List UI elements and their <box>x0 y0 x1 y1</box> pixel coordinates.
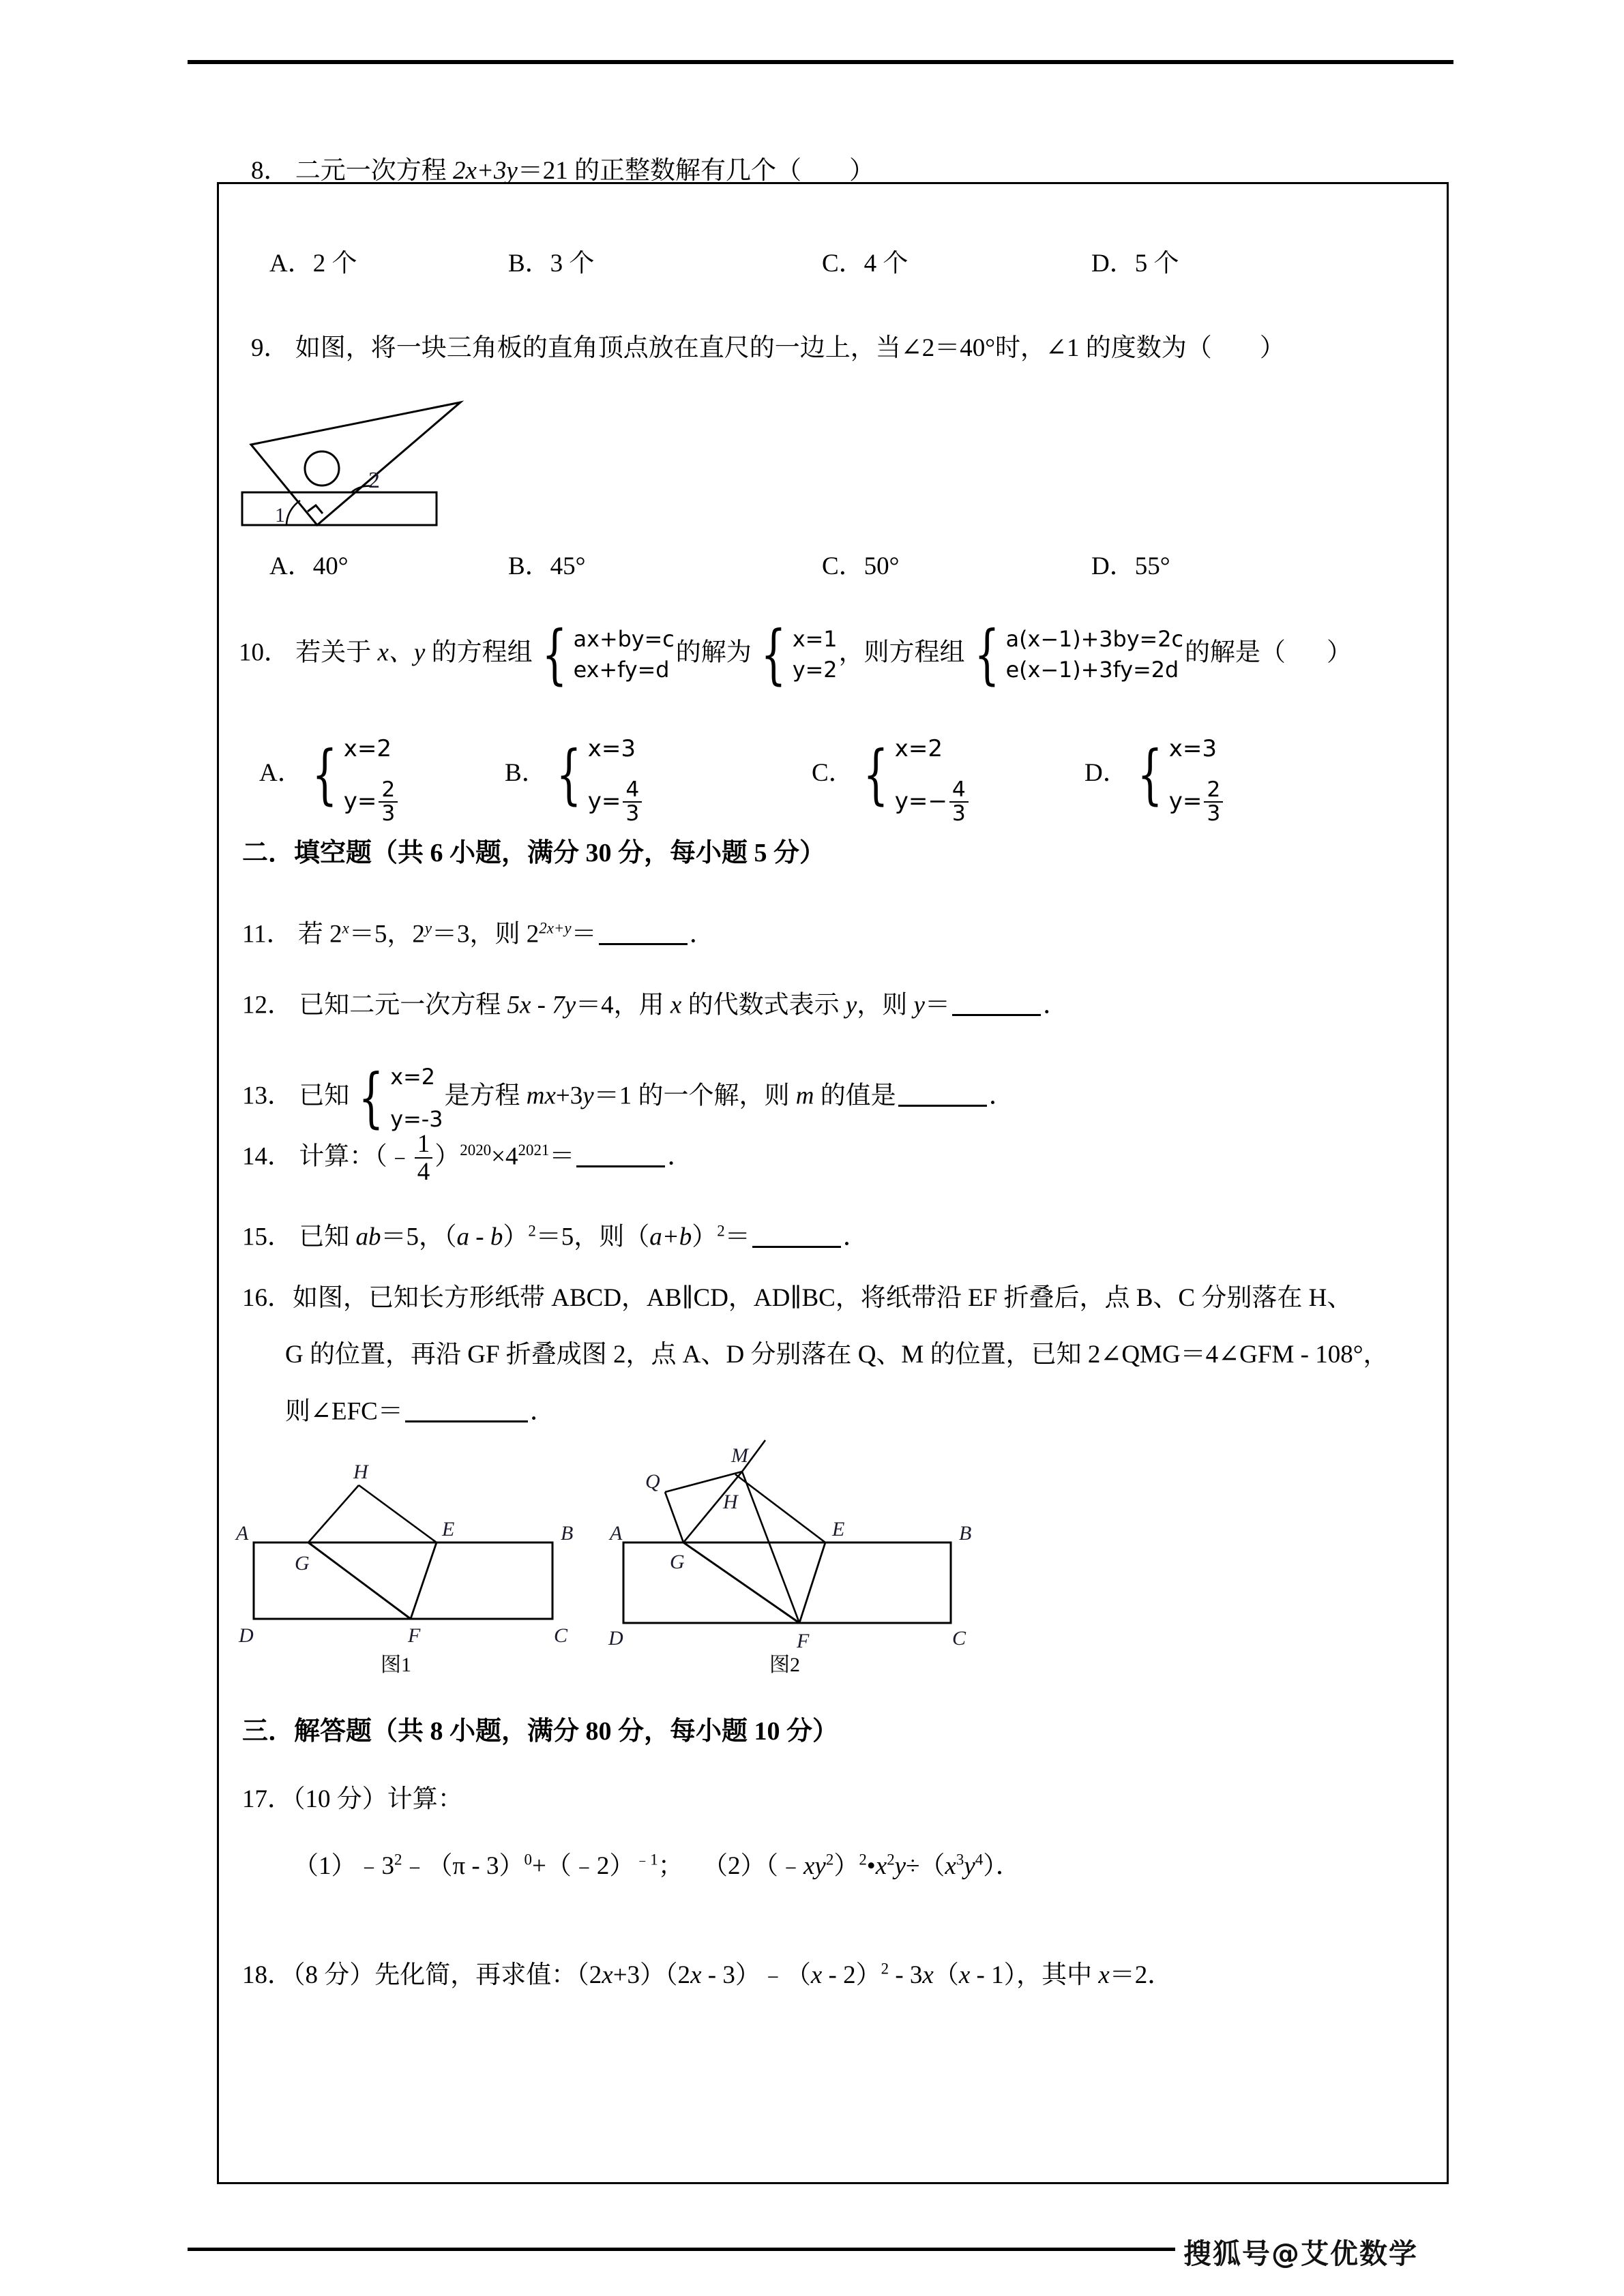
question-9-stem <box>251 336 1285 361</box>
q17-p2-sup2: 2 <box>859 1851 867 1868</box>
fig2-label-A: A <box>610 1522 623 1545</box>
q8-equation: 2x+3y <box>453 157 518 185</box>
q10-option-b-system <box>548 723 645 827</box>
q8-option-b[interactable] <box>508 251 594 276</box>
q14-t2: ） <box>434 1142 460 1171</box>
q18-t4: x <box>690 1961 702 1989</box>
q8-option-b-label: B．3 个 <box>508 250 595 278</box>
fig2-caption: 图2 <box>769 1654 800 1676</box>
question-8-stem <box>251 158 874 183</box>
q10-system-2 <box>753 616 838 692</box>
q17-p2-h: x <box>945 1852 956 1880</box>
q10-option-a-label: A． <box>259 759 303 788</box>
q8-option-c[interactable] <box>822 251 908 276</box>
question-11 <box>242 919 715 947</box>
q10-option-c-system <box>855 723 971 827</box>
q17-p2-b: xy <box>803 1852 826 1880</box>
q18-sup1: 2 <box>881 1960 889 1978</box>
q10-t1: 若关于 <box>295 638 378 667</box>
brace-glyph: { <box>761 616 786 692</box>
q15-t5: ） <box>503 1223 529 1251</box>
q10-option-a[interactable] <box>259 723 401 827</box>
q9-number: 9． <box>251 334 289 362</box>
question-15 <box>242 1222 868 1250</box>
q14-fraction: $\frac{1}{4}$ <box>415 1131 433 1185</box>
q10-opt-c-ypre: y=− <box>894 787 947 815</box>
q13-t6: ＝1 的一个解，则 <box>593 1082 796 1110</box>
question-17-part-2 <box>703 1853 1021 1879</box>
q15-t3: ＝5，（ <box>381 1223 457 1251</box>
header-rule <box>188 60 1453 64</box>
question-17 <box>242 1787 463 1812</box>
q11-number: 11． <box>242 920 292 949</box>
q16-figure-1 <box>225 1452 648 1678</box>
q14-sup2: 2021 <box>518 1141 550 1159</box>
q10-number: 10． <box>239 638 289 667</box>
q9-option-a-label: A．40° <box>269 552 349 580</box>
q17-p2-c: ） <box>833 1852 859 1880</box>
q17-p2-sup5: 4 <box>975 1851 984 1868</box>
question-16-line-1 <box>242 1285 1352 1311</box>
q12-answer-blank[interactable] <box>952 990 1041 1016</box>
q16-line3-post: ． <box>529 1397 555 1426</box>
q10-option-c-label: C． <box>812 759 854 788</box>
q17-p1-b: ﹣（π - 3） <box>402 1852 525 1880</box>
q8-text-a: 二元一次方程 <box>295 157 453 185</box>
q11-t1: 若 2 <box>297 920 342 949</box>
q13-t4: +3 <box>555 1082 583 1110</box>
section-2-heading: 二．填空题（共 6 小题，满分 30 分，每小题 5 分） <box>242 839 826 867</box>
q17-p1-sup1: 2 <box>394 1851 402 1868</box>
q10-option-c[interactable] <box>812 723 972 827</box>
q9-option-a[interactable] <box>269 554 349 579</box>
q18-t1: （8 分）先化简，再求值：（2 <box>293 1961 602 1989</box>
q9-angle-2-label: 2 <box>368 468 380 493</box>
q18-t13: x <box>1098 1961 1110 1989</box>
q10-t5: ，则方程组 <box>838 638 965 667</box>
q17-p2-a: （﹣ <box>765 1852 803 1880</box>
q8-option-a[interactable] <box>269 251 357 276</box>
q10-opt-d-x: x=3 <box>1168 735 1217 762</box>
q12-t5: 的代数式表示 <box>681 991 846 1019</box>
q16-line1-text: 如图，已知长方形纸带 ABCD，AB∥CD，AD∥BC，将纸带沿 EF 折叠后，点 B、C 分别落在 H、 <box>293 1284 1353 1312</box>
q15-t2: ab <box>355 1223 381 1251</box>
q13-t2: 是方程 <box>444 1082 527 1110</box>
brace-glyph: { <box>973 616 1000 692</box>
q8-option-c-label: C．4 个 <box>822 250 909 278</box>
q17-p1-c: +（﹣2） <box>531 1852 635 1880</box>
q10-t4: 的解为 <box>675 638 752 667</box>
q13-answer-blank[interactable] <box>898 1081 987 1107</box>
q10-opt-b-x: x=3 <box>587 735 636 762</box>
q17-p1-sup3: ﹣1 <box>634 1851 658 1868</box>
q14-t1: 计算：（﹣ <box>299 1142 413 1171</box>
q8-text-b: ＝21 的正整数解有几个（ <box>517 157 802 185</box>
q17-number: 17． <box>242 1785 293 1813</box>
question-10-stem <box>239 616 1352 692</box>
q18-t14: ＝2． <box>1109 1961 1173 1989</box>
fig2-label-F: F <box>797 1630 810 1652</box>
q14-answer-blank[interactable] <box>576 1142 665 1167</box>
q14-sup1: 2020 <box>460 1141 492 1159</box>
q12-t7: ，则 <box>857 991 914 1019</box>
q10-option-d-label: D． <box>1084 759 1128 788</box>
q10-option-d[interactable] <box>1084 723 1226 827</box>
q11-sup2: y <box>424 919 432 937</box>
q10-t7: ） <box>1326 638 1352 667</box>
q9-option-b-label: B．45° <box>508 552 586 580</box>
q18-t3: +3）（2 <box>612 1961 691 1989</box>
fig2-label-B: B <box>959 1522 972 1545</box>
q15-t10: ． <box>842 1223 868 1251</box>
q17-p1-a: ﹣3 <box>356 1852 394 1880</box>
q10-opt-b-fraction: $\frac{4}{3}$ <box>623 779 642 825</box>
brace-glyph: { <box>542 616 567 692</box>
q18-t7: - 2） <box>822 1961 881 1989</box>
fig1-label-F: F <box>408 1624 421 1647</box>
q15-t8: ） <box>692 1223 718 1251</box>
q17-p2-g: ÷（ <box>906 1852 945 1880</box>
fig1-label-E: E <box>442 1518 455 1540</box>
q12-t8: y <box>913 991 925 1019</box>
q8-option-d[interactable] <box>1091 251 1179 276</box>
q17-p1-end: ； <box>658 1852 683 1880</box>
q10-option-d-system <box>1130 723 1226 827</box>
fig2-label-G: G <box>670 1551 685 1573</box>
q10-opt-b-ypre: y= <box>587 787 621 815</box>
question-16-line-3 <box>285 1397 555 1425</box>
q13-t7: m <box>795 1082 814 1110</box>
question-14 <box>242 1131 692 1185</box>
q10-opt-d-ypre: y= <box>1168 787 1202 815</box>
q10-t6: 的解是（ <box>1184 638 1286 667</box>
q12-t9: ＝ <box>924 991 950 1019</box>
fig1-label-C: C <box>554 1624 568 1647</box>
q10-option-b-label: B． <box>505 759 547 788</box>
fig2-label-E: E <box>832 1518 845 1540</box>
q12-t4: x <box>670 991 682 1019</box>
brace-glyph: { <box>312 737 338 813</box>
q11-answer-blank[interactable] <box>599 919 688 945</box>
fig1-caption: 图1 <box>381 1654 411 1676</box>
q15-t7: a+b <box>649 1223 692 1251</box>
q11-t2: ＝5，2 <box>349 920 425 949</box>
fig1-label-G: G <box>295 1552 310 1575</box>
q13-t8: 的值是 <box>814 1082 896 1110</box>
q16-answer-blank[interactable] <box>405 1397 528 1422</box>
q10-sys2-row1: x=1 <box>792 626 838 652</box>
q11-t3: ＝3，则 2 <box>432 920 540 949</box>
question-17-part-1 <box>293 1853 683 1879</box>
q18-t12: - 1），其中 <box>970 1961 1099 1989</box>
q10-option-b[interactable] <box>505 723 645 827</box>
q10-opt-a-x: x=2 <box>343 735 392 762</box>
q11-t4: ＝ <box>571 920 597 949</box>
q15-sup1: 2 <box>528 1222 536 1240</box>
q10-system-1 <box>534 616 675 692</box>
fig2-label-M: M <box>731 1444 748 1467</box>
q17-p2-f: y <box>894 1852 906 1880</box>
q13-number: 13． <box>242 1082 293 1110</box>
q14-t4: ＝ <box>549 1142 575 1171</box>
q10-opt-a-ypre: y= <box>343 787 377 815</box>
q18-t2: x <box>602 1961 613 1989</box>
q9-figure <box>205 385 532 549</box>
q17-p2-j: ）． <box>983 1852 1021 1880</box>
q8-option-d-label: D．5 个 <box>1091 250 1179 278</box>
q15-number: 15． <box>242 1223 293 1251</box>
q18-t6: x <box>810 1961 823 1989</box>
q9-option-c[interactable] <box>822 554 899 579</box>
q10-opt-c-fraction: $\frac{4}{3}$ <box>949 779 969 825</box>
q18-t9: x <box>922 1961 934 1989</box>
q15-t4: a - b <box>456 1223 503 1251</box>
fig2-label-Q: Q <box>645 1470 660 1493</box>
q9-option-b[interactable] <box>508 554 585 579</box>
q13-t9: ． <box>988 1082 1014 1110</box>
q15-answer-blank[interactable] <box>752 1222 841 1248</box>
q18-number: 18． <box>242 1961 293 1989</box>
q16-number: 16． <box>242 1284 293 1312</box>
q10-vars: x、y <box>377 638 426 667</box>
q13-t1: 已知 <box>299 1082 350 1110</box>
q18-t5: - 3）﹣（ <box>701 1961 811 1989</box>
q9-option-c-label: C．50° <box>822 552 900 580</box>
question-18 <box>242 1960 1173 1989</box>
q10-sys2-row2: y=2 <box>792 657 838 683</box>
q15-t1: 已知 <box>299 1223 356 1251</box>
q14-t5: ． <box>667 1142 693 1171</box>
q12-t1: 已知二元一次方程 <box>299 991 507 1019</box>
q17-t1: （10 分）计算： <box>293 1785 463 1813</box>
q10-option-a-system <box>304 723 400 827</box>
fig2-label-D: D <box>608 1627 623 1650</box>
fig1-label-D: D <box>239 1624 254 1647</box>
brace-glyph: { <box>358 1060 384 1135</box>
q11-t5: ． <box>689 920 715 949</box>
q17-part1-label: （1） <box>293 1852 357 1880</box>
q8-number: 8． <box>251 157 289 185</box>
q10-system-3 <box>966 616 1183 692</box>
q10-opt-a-fraction: $\frac{2}{3}$ <box>379 779 398 825</box>
fig1-label-A: A <box>236 1522 249 1545</box>
q8-text-c: ） <box>849 157 875 185</box>
question-12 <box>242 990 1068 1018</box>
q14-t3: ×4 <box>491 1142 518 1171</box>
q10-opt-c-x: x=2 <box>894 735 943 762</box>
q18-t11: x <box>958 1961 971 1989</box>
question-13 <box>242 1056 1014 1140</box>
q10-sys3-row2: e(x−1)+3fy=2d <box>1005 657 1179 683</box>
section-3-heading: 三．解答题（共 8 小题，满分 80 分，每小题 10 分） <box>242 1717 839 1746</box>
q10-sys1-row2: ex+fy=d <box>573 657 670 683</box>
fig2-label-H: H <box>723 1491 738 1513</box>
q17-p2-sup1: 2 <box>825 1851 834 1868</box>
brace-glyph: { <box>556 737 582 813</box>
brace-glyph: { <box>1137 737 1163 813</box>
q13-sys-row2: y=-3 <box>390 1106 443 1133</box>
q16-figure-2 <box>608 1432 1050 1678</box>
q9-option-d-label: D．55° <box>1091 552 1170 580</box>
q12-t10: ． <box>1042 991 1068 1019</box>
q17-p2-d: • <box>866 1852 876 1880</box>
q9-option-d[interactable] <box>1091 554 1170 579</box>
q17-part2-label: （2） <box>703 1852 766 1880</box>
q10-t3: 的方程组 <box>425 638 533 667</box>
q10-sys1-row1: ax+by=c <box>573 626 675 652</box>
q15-sup2: 2 <box>717 1222 725 1240</box>
q9-text: 如图，将一块三角板的直角顶点放在直尺的一边上，当∠2＝40°时，∠1 的度数为（ <box>295 334 1212 362</box>
q17-p1-sup2: 0 <box>524 1851 532 1868</box>
q17-p2-i: y <box>964 1852 975 1880</box>
q13-t5: y <box>582 1082 594 1110</box>
q12-number: 12． <box>242 991 293 1019</box>
brace-glyph: { <box>863 737 889 813</box>
q16-line3-pre: 则∠EFC＝ <box>285 1397 403 1426</box>
q13-t3: mx <box>526 1082 556 1110</box>
fig1-label-H: H <box>353 1461 368 1483</box>
q10-opt-d-fraction: $\frac{2}{3}$ <box>1204 779 1223 825</box>
q15-t6: ＝5，则（ <box>535 1223 650 1251</box>
q12-t2: 5x - 7y <box>507 991 576 1019</box>
footer-rule <box>188 2248 1175 2251</box>
fig2-label-C: C <box>952 1627 966 1650</box>
q9-angle-1-label: 1 <box>275 504 285 526</box>
q12-t3: ＝4，用 <box>576 991 670 1019</box>
q13-system <box>351 1056 443 1140</box>
q17-p2-sup4: 3 <box>956 1851 964 1868</box>
q12-t6: y <box>845 991 857 1019</box>
q15-t9: ＝ <box>724 1223 750 1251</box>
q11-sup1: x <box>342 919 349 937</box>
q11-sup3: 2x+y <box>539 919 572 937</box>
q13-sys-row1: x=2 <box>390 1064 436 1090</box>
question-16-line-2: G 的位置，再沿 GF 折叠成图 2，点 A、D 分别落在 Q、M 的位置，已知 2∠QMG＝4∠GFM - 108°， <box>285 1341 1389 1369</box>
q9-text-close: ） <box>1259 334 1285 362</box>
q17-p2-sup3: 2 <box>887 1851 895 1868</box>
q8-option-a-label: A．2 个 <box>269 250 357 278</box>
q14-number: 14． <box>242 1142 293 1171</box>
footer-watermark: 搜狐号@艾优数学 <box>1183 2237 1418 2270</box>
q10-sys3-row1: a(x−1)+3by=2c <box>1005 626 1183 652</box>
q17-p2-e: x <box>875 1852 887 1880</box>
q18-t10: （ <box>933 1961 959 1989</box>
fig1-label-B: B <box>561 1522 574 1545</box>
q18-t8: - 3 <box>889 1961 923 1989</box>
